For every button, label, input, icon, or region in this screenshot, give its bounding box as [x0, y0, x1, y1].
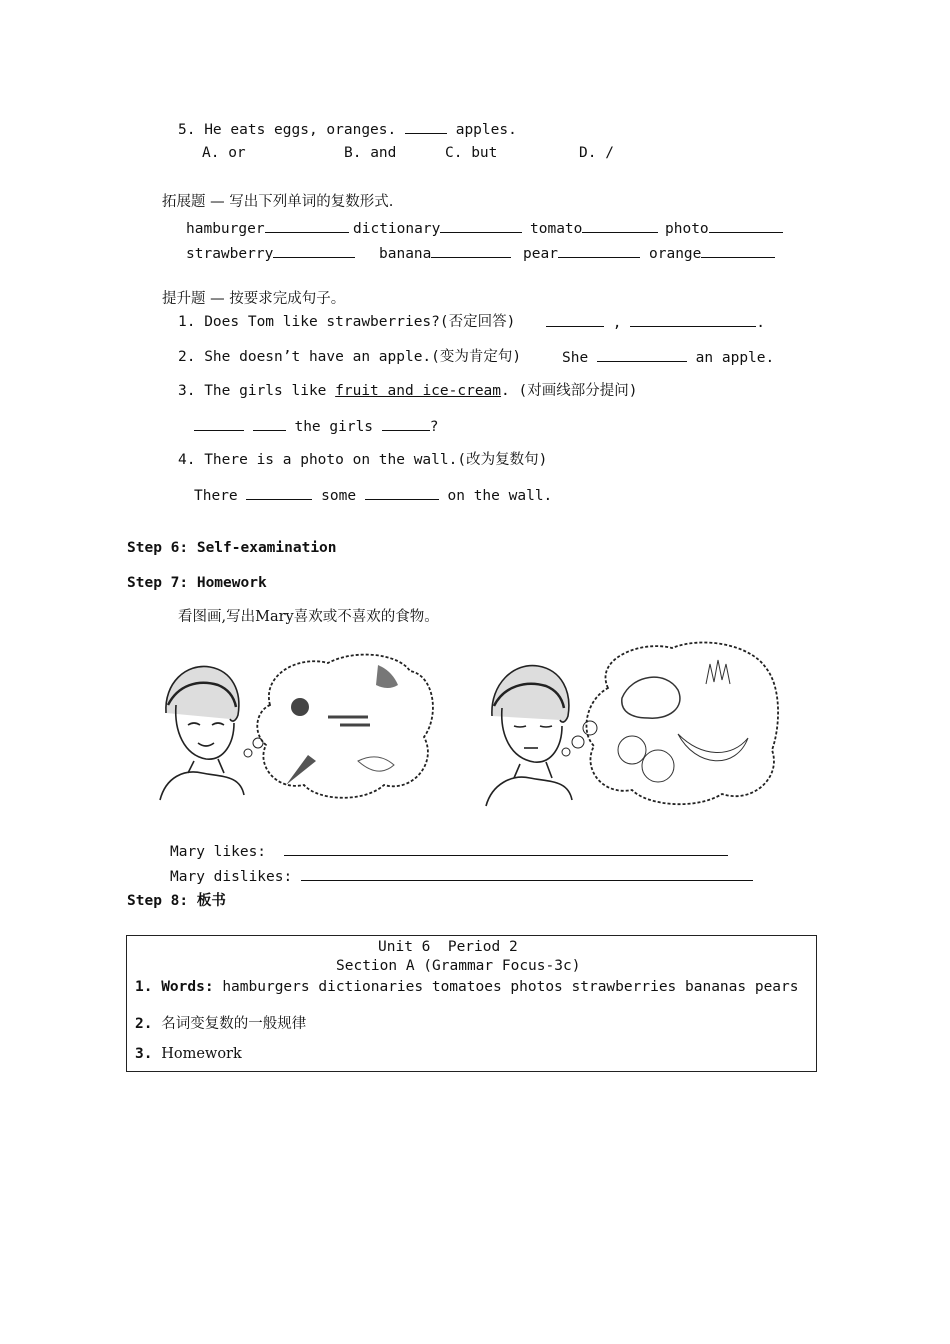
word-dictionary: dictionary — [353, 219, 522, 238]
blank-orange[interactable] — [701, 244, 775, 258]
likes-blank[interactable] — [284, 842, 728, 856]
board-item-2: 2. 名词变复数的一般规律 — [135, 1016, 307, 1032]
q3-underlined: fruit and ice-cream — [335, 383, 502, 399]
blank-strawberry[interactable] — [273, 244, 355, 258]
q3-blank-b[interactable] — [253, 417, 286, 431]
board-item-3: 3. Homework — [135, 1046, 242, 1062]
improve-q3-answer: the girls ? — [194, 417, 439, 436]
improve-q2: 2. She doesn’t have an apple.(变为肯定句) — [178, 349, 522, 365]
blank-photo[interactable] — [709, 219, 783, 233]
mary-dislikes-illustration — [482, 638, 782, 810]
q5-option-d[interactable]: D. / — [579, 145, 614, 161]
improve-title: 提升题 — 按要求完成句子。 — [162, 291, 346, 307]
improve-q4-answer: There some on the wall. — [194, 488, 553, 504]
board-title-unit: Unit 6 Period 2 — [378, 939, 518, 955]
word-tomato: tomato — [530, 219, 658, 238]
blank-tomato[interactable] — [582, 219, 658, 233]
q2-blank[interactable] — [597, 348, 687, 362]
improve-q2-answer: She an apple. — [562, 350, 775, 366]
blank-hamburger[interactable] — [265, 219, 349, 233]
step-7-heading: Step 7: Homework — [127, 575, 267, 591]
word-pear: pear — [523, 244, 640, 263]
word-hamburger: hamburger — [186, 219, 349, 238]
homework-instruction: 看图画,写出Mary喜欢或不喜欢的食物。 — [178, 609, 439, 625]
improve-q3: 3. The girls like fruit and ice-cream. (对画线部分提问) — [178, 383, 638, 399]
board-item-1: 1. Words: hamburgers dictionaries tomatoes photos strawberries bananas pears — [135, 979, 799, 995]
dislikes-line: Mary dislikes: — [170, 867, 753, 886]
q3-blank-a[interactable] — [194, 417, 244, 431]
q1-blank-a[interactable] — [546, 313, 604, 327]
word-orange: orange — [649, 244, 775, 263]
step-8-heading: Step 8: 板书 — [127, 893, 226, 909]
q3-blank-c[interactable] — [382, 417, 430, 431]
word-strawberry: strawberry — [186, 244, 355, 263]
blank-dictionary[interactable] — [440, 219, 522, 233]
q5-option-b[interactable]: B. and — [344, 145, 397, 161]
improve-q1: 1. Does Tom like strawberries?(否定回答) — [178, 314, 516, 330]
board-title-section: Section A (Grammar Focus-3c) — [336, 958, 581, 974]
improve-q1-answer: , . — [546, 313, 765, 332]
q5-blank[interactable] — [405, 120, 447, 134]
q1-blank-b[interactable] — [630, 313, 756, 327]
q4-blank-a[interactable] — [246, 486, 312, 500]
step-6-heading: Step 6: Self-examination — [127, 540, 337, 556]
improve-q4: 4. There is a photo on the wall.(改为复数句) — [178, 452, 548, 468]
q5-stem-b: apples. — [455, 122, 517, 138]
blank-banana[interactable] — [431, 244, 511, 258]
expand-title: 拓展题 — 写出下列单词的复数形式. — [162, 194, 394, 210]
word-banana: banana — [379, 244, 511, 263]
dislikes-blank[interactable] — [301, 867, 753, 881]
blank-pear[interactable] — [558, 244, 640, 258]
q5-stem-a: 5. He eats eggs, oranges — [178, 122, 388, 138]
q5-option-c[interactable]: C. but — [445, 145, 498, 161]
q5-option-a[interactable]: A. or — [202, 145, 246, 161]
q4-blank-b[interactable] — [365, 486, 439, 500]
mary-likes-illustration — [158, 645, 438, 805]
word-photo: photo — [665, 219, 783, 238]
question-5: 5. He eats eggs, oranges. apples. — [178, 122, 517, 138]
likes-line: Mary likes: — [170, 842, 728, 861]
